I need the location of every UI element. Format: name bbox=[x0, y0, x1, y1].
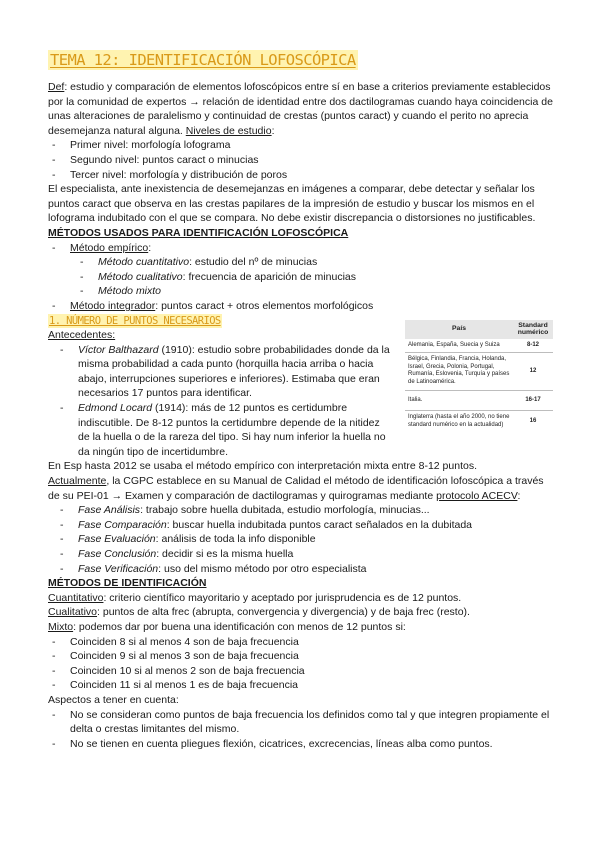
esp-2012-paragraph: En Esp hasta 2012 se usaba el método empírico con interpretación mixta entre 8-12 puntos. bbox=[48, 460, 478, 473]
table-header-row bbox=[405, 320, 553, 339]
especialista-paragraph: El especialista, ante inexistencia de desemejanzas en imágenes a comparar, debe detectar y señalar los puntos caract que observa en las crestas papilares de la impresión de estudio y buscar los mismos en el lofograma indubitado con el que se compara. No debe existir discrepancia o distorsiones no justificables. bbox=[48, 183, 536, 225]
fase-text: : análisis de toda la info disponible bbox=[155, 533, 316, 546]
table-row bbox=[405, 353, 553, 390]
table-row bbox=[405, 411, 553, 433]
mixto-text: : podemos dar por buena una identificación con menos de 12 puntos si: bbox=[73, 620, 406, 633]
cuantitativo-label: Cuantitativo bbox=[48, 591, 104, 604]
cualitativo-label: Cualitativo bbox=[48, 606, 98, 619]
metodo-empirico-end: : bbox=[148, 241, 152, 254]
list-item bbox=[48, 562, 553, 577]
table-row bbox=[405, 339, 553, 353]
title-block bbox=[48, 50, 358, 70]
cell-value: 8-12 bbox=[513, 339, 553, 353]
actualmente-end: : bbox=[517, 489, 521, 502]
author-name: Edmond Locard bbox=[78, 402, 153, 415]
cell-value: 12 bbox=[513, 353, 553, 390]
fase-name: Fase Análisis bbox=[78, 504, 141, 517]
fase-name: Fase Evaluación bbox=[78, 533, 156, 546]
list-item bbox=[48, 255, 553, 270]
cell-pais: Alemania, España, Suecia y Suiza bbox=[405, 339, 513, 353]
cell-value: 16 bbox=[529, 418, 537, 425]
metodo-integrador-list bbox=[48, 299, 553, 314]
col-header-pais: País bbox=[405, 320, 513, 339]
list-item: - No se consideran como puntos de baja frecuencia los definidos como tal y que integren propiamente el delta o crestas limitantes del mismo. bbox=[48, 708, 553, 737]
author-name: Víctor Balthazard bbox=[78, 343, 159, 356]
list-item bbox=[48, 547, 553, 562]
niveles-list bbox=[48, 138, 553, 182]
list-item bbox=[48, 532, 553, 547]
metodo-empirico-sublist bbox=[48, 255, 553, 299]
list-item bbox=[48, 284, 553, 299]
metodo-empirico-label: Método empírico bbox=[70, 241, 149, 254]
list-item: - Coinciden 10 si al menos 2 son de baja frecuencia bbox=[48, 664, 553, 679]
fase-text: : trabajo sobre huella dubitada, estudio morfología, minucias... bbox=[140, 504, 430, 517]
list-item bbox=[48, 518, 553, 533]
cualitativo-text: : puntos de alta frec (abrupta, convergencia y divergencia) y de baja frec (resto). bbox=[97, 606, 470, 619]
def-label: Def bbox=[48, 81, 65, 93]
list-item: - Tercer nivel: morfología y distribución de poros bbox=[48, 168, 553, 183]
cuantitativo-text: : criterio científico mayoritario y aceptado por jurisprudencia es de 12 puntos. bbox=[103, 591, 462, 604]
fase-name: Fase Conclusión bbox=[78, 548, 157, 560]
def-text: : estudio y comparación de elementos lofoscópicos entre sí en base a criterios previamente establecidos por la comunidad de expertos → relación de identidad entre dos dactilogramas cuando haya coincidencia de unas alteraciones de paralelismo y continuidad de crestas (puntos caract) y cuando el perito no aprecia desemejanza natural alguna. bbox=[48, 81, 553, 137]
aspectos-label: Aspectos a tener en cuenta: bbox=[48, 693, 179, 706]
actualmente-label: Actualmente bbox=[48, 475, 107, 488]
antecedentes-section bbox=[48, 314, 553, 460]
metodo-name: Método cualitativo bbox=[98, 270, 183, 283]
standard-table-wrapper bbox=[405, 320, 553, 433]
fases-list bbox=[48, 503, 553, 576]
cell-pais: Inglaterra (hasta el año 2000, no tiene standard numérico en la actualidad) bbox=[408, 414, 510, 428]
metodos-identificacion-heading: MÉTODOS DE IDENTIFICACIÓN bbox=[48, 577, 207, 590]
actualmente-text: , la CGPC establece en su Manual de Calidad el método de identificación lofoscópica a través de su PEI-01 → Examen y comparación de dactilogramas y quirogramas mediante bbox=[48, 475, 544, 502]
antecedentes-label: Antecedentes: bbox=[48, 329, 116, 342]
cell-value: 16-17 bbox=[513, 390, 553, 411]
metodo-integrador-text: : puntos caract + otros elementos morfológicos bbox=[155, 299, 374, 312]
list-item bbox=[48, 241, 553, 256]
metodo-text: : frecuencia de aparición de minucias bbox=[182, 270, 356, 283]
list-item: - Primer nivel: morfología lofograma bbox=[48, 138, 553, 153]
niveles-end: : bbox=[271, 124, 275, 137]
fase-name: Fase Verificación bbox=[78, 562, 159, 575]
antecedentes-list bbox=[48, 343, 393, 460]
actualmente-paragraph bbox=[48, 474, 553, 503]
metodo-text: : estudio del nº de minucias bbox=[189, 256, 318, 269]
list-item: - Segundo nivel: puntos caract o minucias bbox=[48, 153, 553, 168]
list-item bbox=[48, 299, 553, 314]
page-title: TEMA 12: IDENTIFICACIÓN LOFOSCÓPICA bbox=[50, 51, 356, 69]
cuantitativo-paragraph bbox=[48, 591, 553, 606]
list-item bbox=[48, 503, 553, 518]
document-body bbox=[48, 80, 553, 751]
list-item: - Coinciden 11 si al menos 1 es de baja frecuencia bbox=[48, 678, 553, 693]
cell-pais: Italia. bbox=[405, 390, 513, 411]
fase-name: Fase Comparación bbox=[78, 518, 167, 531]
metodos-heading: MÉTODOS USADOS PARA IDENTIFICACIÓN LOFOSCÓPICA bbox=[48, 226, 349, 239]
author-text: (1914): más de 12 puntos es certidumbre indiscutible. De 8-12 puntos la certidumbre depende de la nitidez de la huella o de la rareza del tipo. Si hay num inferior la huella no da ningún tipo de incertidumbre. bbox=[78, 402, 386, 458]
list-item: - Coinciden 8 si al menos 4 son de baja frecuencia bbox=[48, 635, 553, 650]
author-text: (1910): estudio sobre probabilidades donde da la misma probabilidad a cada punto (horquilla hacia arriba o hacia abajo, interrupciones superiores e inferiores). Estimaba que eran necesarios 17 puntos para identificar. bbox=[78, 343, 390, 400]
list-item bbox=[48, 270, 553, 285]
standard-numerico-table bbox=[405, 320, 553, 433]
mixto-list bbox=[48, 635, 553, 693]
antecedentes-column bbox=[48, 314, 393, 460]
niveles-label: Niveles de estudio bbox=[185, 124, 272, 137]
list-item: - Coinciden 9 si al menos 3 son de baja frecuencia bbox=[48, 649, 553, 664]
fase-text: : decidir si es la misma huella bbox=[156, 548, 294, 560]
table-row bbox=[405, 390, 553, 411]
metodo-name: Método mixto bbox=[98, 285, 162, 298]
list-item bbox=[48, 401, 393, 459]
metodo-name: Método cuantitativo bbox=[98, 256, 190, 269]
fase-text: : uso del mismo método por otro especialista bbox=[158, 562, 367, 575]
list-item: - No se tienen en cuenta pliegues flexión, cicatrices, excrecencias, líneas alba como puntos. bbox=[48, 737, 553, 752]
definition-paragraph bbox=[48, 80, 553, 138]
col-header-standard: Standard numérico bbox=[513, 320, 553, 339]
protocolo-label: protocolo ACECV bbox=[436, 489, 518, 502]
aspectos-list bbox=[48, 708, 553, 752]
cualitativo-paragraph bbox=[48, 605, 553, 620]
cell-pais: Bélgica, Finlandia, Francia, Holanda, Israel, Grecia, Polonia, Portugal, Rumanía, Eslovenia, Turquía y países de Latinoamérica. bbox=[405, 353, 513, 390]
list-item bbox=[48, 343, 393, 401]
fase-text: : buscar huella indubitada puntos caract señalados en la dubitada bbox=[166, 518, 473, 531]
metodos-list bbox=[48, 241, 553, 256]
mixto-label: Mixto bbox=[48, 620, 74, 633]
metodo-integrador-label: Método integrador bbox=[70, 299, 156, 312]
section-heading-puntos: 1. NÚMERO DE PUNTOS NECESARIOS bbox=[49, 314, 221, 327]
mixto-paragraph bbox=[48, 620, 553, 635]
